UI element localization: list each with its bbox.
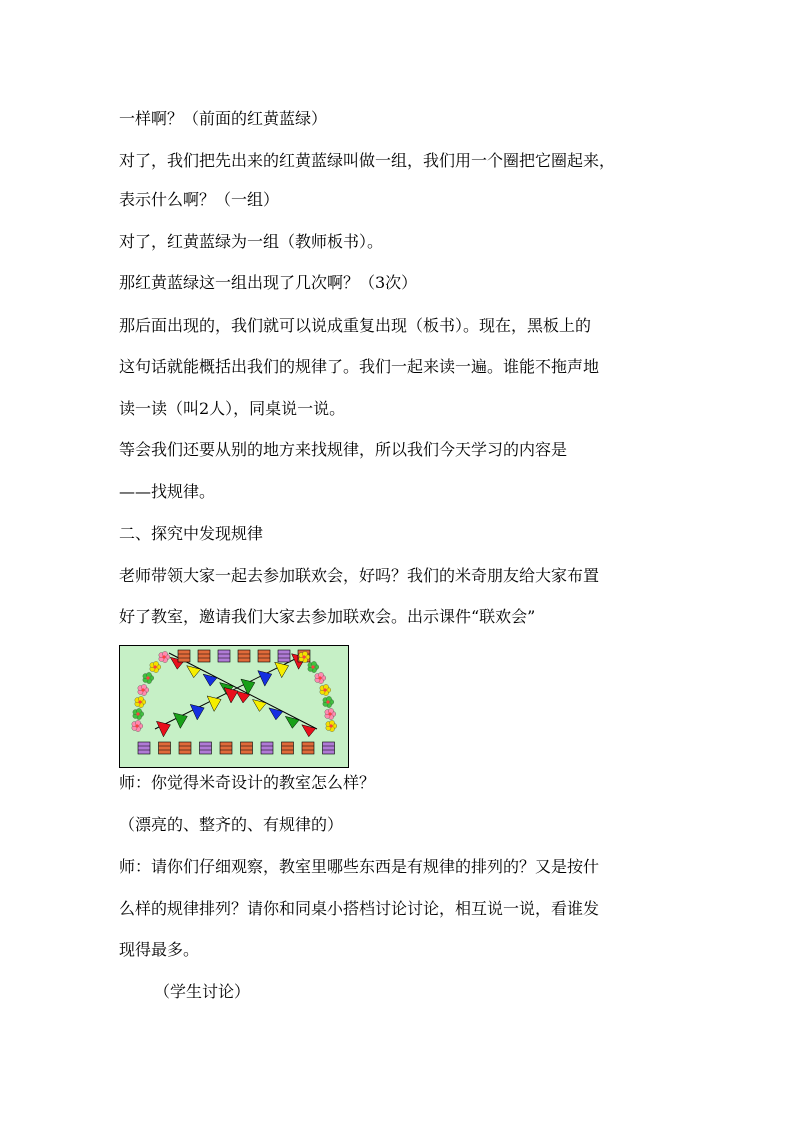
paragraph-10: ——找规律。 bbox=[119, 482, 216, 501]
paragraph-14: 师：你觉得米奇设计的教室怎么样？ bbox=[119, 773, 376, 792]
flower-center bbox=[135, 724, 138, 727]
flower-center bbox=[136, 712, 139, 715]
lantern bbox=[198, 650, 210, 662]
paragraph-19: （学生讨论） bbox=[154, 982, 251, 1001]
flower-center bbox=[138, 700, 141, 703]
party-classroom-illustration bbox=[119, 645, 349, 768]
lantern bbox=[261, 742, 273, 754]
section-heading: 二、探究中发现规律 bbox=[119, 524, 264, 543]
paragraph-16: 师：请你们仔细观察，教室里哪些东西是有规律的排列的？又是按什 bbox=[119, 857, 600, 876]
flower-center bbox=[146, 676, 149, 679]
flower-center bbox=[311, 665, 314, 668]
paragraph-8: 读一读（叫2人），同桌说一说。 bbox=[119, 399, 346, 418]
paragraph-12: 老师带领大家一起去参加联欢会，好吗？我们的米奇朋友给大家布置 bbox=[119, 566, 600, 585]
paragraph-7: 这句话就能概括出我们的规律了。我们一起来读一遍。谁能不拖声地 bbox=[119, 357, 600, 376]
paragraph-3: 表示什么啊？（一组） bbox=[119, 190, 280, 209]
lantern bbox=[241, 742, 253, 754]
flower-center bbox=[328, 712, 331, 715]
paragraph-17: 么样的规律排列？请你和同桌小搭档讨论讨论，相互说一说，看谁发 bbox=[119, 899, 600, 918]
paragraph-1: 一样啊？（前面的红黄蓝绿） bbox=[119, 109, 328, 128]
paragraph-4: 对了，红黄蓝绿为一组（教师板书）。 bbox=[119, 232, 384, 251]
flower-center bbox=[141, 688, 144, 691]
lantern bbox=[159, 742, 171, 754]
paragraph-18: 现得最多。 bbox=[119, 940, 200, 959]
flower-center bbox=[329, 724, 332, 727]
lantern bbox=[218, 650, 230, 662]
paragraph-9: 等会我们还要从别的地方来找规律，所以我们今天学习的内容是 bbox=[119, 440, 568, 459]
flower-center bbox=[323, 688, 326, 691]
lantern bbox=[179, 742, 191, 754]
paragraph-5: 那红黄蓝绿这一组出现了几次啊？（3次） bbox=[119, 273, 418, 292]
paragraph-2: 对了，我们把先出来的红黄蓝绿叫做一组，我们用一个圈把它圈起来， bbox=[119, 151, 616, 170]
paragraph-13: 好了教室，邀请我们大家去参加联欢会。出示课件“联欢会” bbox=[119, 607, 536, 626]
paragraph-15: （漂亮的、整齐的、有规律的） bbox=[119, 815, 344, 834]
lantern bbox=[258, 650, 270, 662]
lantern bbox=[138, 742, 150, 754]
lantern bbox=[278, 650, 290, 662]
flower-center bbox=[326, 700, 329, 703]
lantern bbox=[302, 742, 314, 754]
lantern bbox=[238, 650, 250, 662]
lantern bbox=[178, 650, 190, 662]
flower-center bbox=[153, 665, 156, 668]
lantern bbox=[220, 742, 232, 754]
flower-center bbox=[318, 676, 321, 679]
flower-center bbox=[162, 655, 165, 658]
lantern bbox=[200, 742, 212, 754]
flower-center bbox=[302, 655, 305, 658]
lantern bbox=[323, 742, 335, 754]
lantern bbox=[282, 742, 294, 754]
paragraph-6: 那后面出现的，我们就可以说成重复出现（板书）。现在，黑板上的 bbox=[119, 316, 592, 335]
